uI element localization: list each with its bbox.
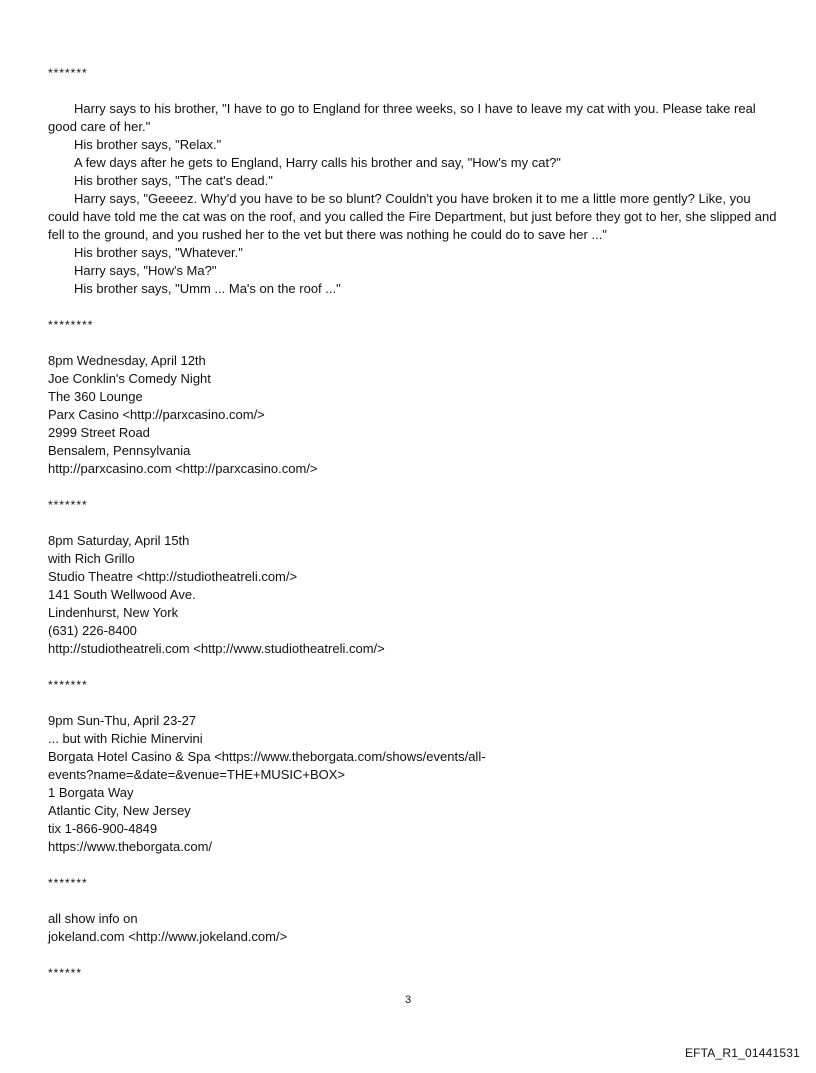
joke-paragraph: His brother says, "The cat's dead." [74,173,273,188]
separator: ****** [48,966,83,980]
show-info [48,910,778,946]
event-address: 1 Borgata Way [48,785,134,800]
event-address: 2999 Street Road [48,425,150,440]
page-number: 3 [404,994,412,1006]
separator: ******* [48,876,88,890]
joke-paragraph: Harry says to his brother, "I have to go to England for three weeks, so I have to leave my cat with you. Please take real good care of her." [48,101,760,134]
joke-paragraph: Harry says, "How's Ma?" [74,263,217,278]
event-city: Atlantic City, New Jersey [48,803,191,818]
event-studio-theatre [48,532,778,658]
event-phone: (631) 226-8400 [48,623,137,638]
joke-paragraph: His brother says, "Relax." [74,137,222,152]
joke-paragraph: Harry says, "Geeeez. Why'd you have to be so blunt? Couldn't you have broken it to me a little more gently? Like, you could have told me the cat was on the roof, and you called the Fire Department, but just before they got to her, she slipped and fell to the ground, and you rushed her to the vet but there was nothing he could do to save her ..." [48,191,781,242]
joke-paragraph: His brother says, "Umm ... Ma's on the roof ..." [74,281,341,296]
show-info-label: all show info on [48,911,138,926]
event-url: https://www.theborgata.com/ [48,839,213,854]
event-parx [48,352,778,478]
joke-paragraph: His brother says, "Whatever." [74,245,243,260]
event-venue: Parx Casino <http://parxcasino.com/> [48,407,265,422]
separator: ******** [48,318,94,332]
event-guest: ... but with Richie Minervini [48,731,203,746]
event-address: 141 South Wellwood Ave. [48,587,196,602]
joke-section [48,100,781,298]
joke-paragraph: A few days after he gets to England, Harry calls his brother and say, "How's my cat?" [74,155,561,170]
event-guest: with Rich Grillo [48,551,135,566]
event-tickets: tix 1-866-900-4849 [48,821,158,836]
event-venue-room: The 360 Lounge [48,389,143,404]
event-url: http://parxcasino.com <http://parxcasino.com/> [48,461,318,476]
show-info-link: jokeland.com <http://www.jokeland.com/> [48,929,288,944]
event-time: 8pm Wednesday, April 12th [48,353,206,368]
event-time: 9pm Sun-Thu, April 23-27 [48,713,197,728]
event-venue: Borgata Hotel Casino & Spa <https://www.theborgata.com/shows/events/all- [48,749,486,764]
document-id-stamp: EFTA_R1_01441531 [684,1046,800,1060]
separator: ******* [48,678,88,692]
event-venue-url-continued: events?name=&date=&venue=THE+MUSIC+BOX> [48,767,346,782]
event-city: Bensalem, Pennsylvania [48,443,191,458]
separator: ******* [48,66,88,80]
document-body [48,64,781,982]
event-borgata [48,712,778,856]
separator: ******* [48,498,88,512]
event-venue: Studio Theatre <http://studiotheatreli.com/> [48,569,298,584]
event-city: Lindenhurst, New York [48,605,179,620]
event-url: http://studiotheatreli.com <http://www.studiotheatreli.com/> [48,641,385,656]
event-title: Joe Conklin's Comedy Night [48,371,211,386]
event-time: 8pm Saturday, April 15th [48,533,190,548]
